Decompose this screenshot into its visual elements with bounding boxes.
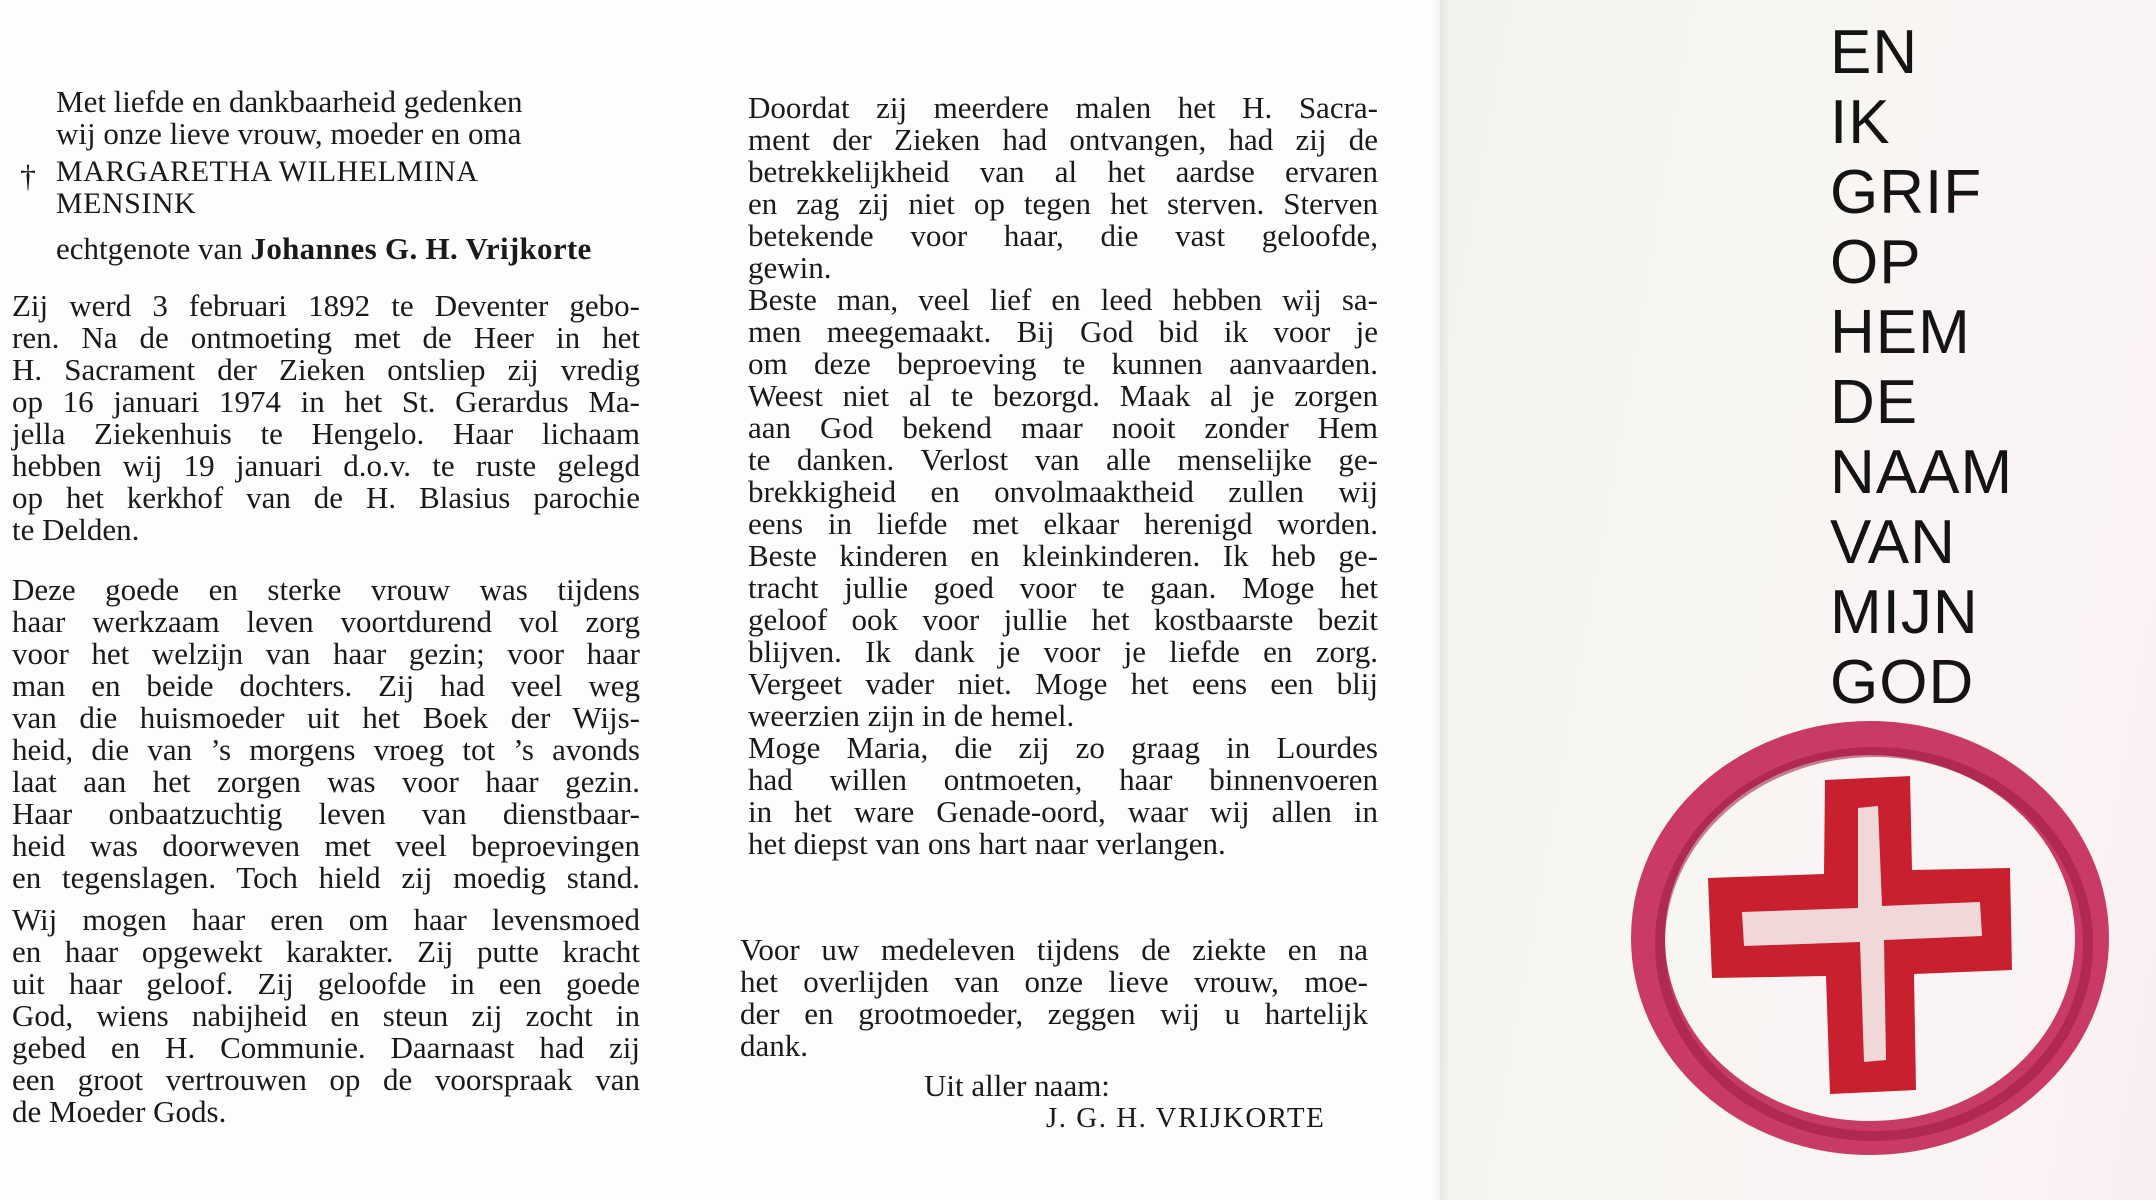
text-line: op 16 januari 1974 in het St. Gerardus Ma- xyxy=(12,384,640,419)
thanks-text xyxy=(740,934,1368,1062)
text-line: brekkigheid en onvolmaaktheid zullen wij xyxy=(748,474,1378,509)
text-line: gewin. xyxy=(748,250,832,285)
text-line: het overlijden van onze lieve vrouw, moe- xyxy=(740,964,1368,999)
deceased-name xyxy=(56,156,478,220)
paragraph-character xyxy=(12,574,640,894)
left-column-text xyxy=(12,290,640,1156)
text-line: Beste kinderen en kleinkinderen. Ik heb ge- xyxy=(748,538,1378,573)
text-line: hebben wij 19 januari d.o.v. te ruste gelegd xyxy=(12,448,640,483)
text-line: men meegemaakt. Bij God bid ik voor je xyxy=(748,314,1378,349)
text-line: en zag zij niet op tegen het sterven. Sterven xyxy=(748,186,1378,221)
paragraph-faith xyxy=(12,904,640,1128)
text-line: Moge Maria, die zij zo graag in Lourdes xyxy=(748,730,1378,765)
signature-label: Uit aller naam: xyxy=(924,1068,1110,1103)
text-line: te danken. Verlost van alle menselijke ge- xyxy=(748,442,1378,477)
text-line: heid, die van ’s morgens vroeg tot ’s avonds xyxy=(12,732,640,767)
text-line: te Delden. xyxy=(12,512,140,547)
title-word: HEM xyxy=(1830,298,1971,367)
text-line: eens in liefde met elkaar herenigd worden. xyxy=(748,506,1378,541)
title-word: DE xyxy=(1830,368,1919,437)
title-word: OP xyxy=(1830,228,1922,297)
text-line: Zij werd 3 februari 1892 te Deventer gebo- xyxy=(12,288,640,323)
text-line: Haar onbaatzuchtig leven van dienstbaar- xyxy=(12,796,640,831)
spouse-line xyxy=(56,231,592,267)
text-line: uit haar geloof. Zij geloofde in een goede xyxy=(12,966,640,1001)
text-line: ment der Zieken had ontvangen, had zij de xyxy=(748,122,1378,157)
text-line: op het kerkhof van de H. Blasius parochie xyxy=(12,480,640,515)
text-line: Wij mogen haar eren om haar levensmoed xyxy=(12,902,640,937)
cross-in-circle-icon xyxy=(1620,710,2120,1160)
text-line: in het ware Genade-oord, waar wij allen in xyxy=(748,794,1378,829)
text-line: van die huismoeder uit het Boek der Wijs- xyxy=(12,700,640,735)
text-line: en haar opgewekt karakter. Zij putte kracht xyxy=(12,934,640,969)
text-line: ren. Na de ontmoeting met de Heer in het xyxy=(12,320,640,355)
text-line: en tegenslagen. Toch hield zij moedig stand. xyxy=(12,860,640,895)
text-line: had willen ontmoeten, haar binnenvoeren xyxy=(748,762,1378,797)
paragraph-birth-death xyxy=(12,290,640,546)
text-line: Doordat zij meerdere malen het H. Sacra- xyxy=(748,90,1378,125)
title-word: EN xyxy=(1830,18,1919,87)
text-line: God, wiens nabijheid en steun zij zocht in xyxy=(12,998,640,1033)
text-line: man en beide dochters. Zij had veel weg xyxy=(12,668,640,703)
title-word: GOD xyxy=(1830,648,1975,717)
text-line: betrekkelijkheid van al het aardse ervaren xyxy=(748,154,1378,189)
signature-name: J. G. H. VRIJKORTE xyxy=(1046,1102,1326,1134)
text-line: de Moeder Gods. xyxy=(12,1094,227,1129)
text-line: het diepst van ons hart naar verlangen. xyxy=(748,826,1226,861)
text-line: heid was doorweven met veel beproevingen xyxy=(12,828,640,863)
text-line: weerzien zijn in de hemel. xyxy=(748,698,1075,733)
text-line: Voor uw medeleven tijdens de ziekte en na xyxy=(740,932,1368,967)
middle-column-text xyxy=(748,92,1378,860)
text-line: aan God bekend maar nooit zonder Hem xyxy=(748,410,1378,445)
name-line-1: MARGARETHA WILHELMINA xyxy=(56,155,479,188)
spouse-name: Johannes G. H. Vrijkorte xyxy=(250,231,592,266)
text-line: Beste man, veel lief en leed hebben wij sa- xyxy=(748,282,1378,317)
text-line: der en grootmoeder, zeggen wij u hartelijk xyxy=(740,996,1368,1031)
text-line: geloof ook voor jullie het kostbaarste bezit xyxy=(748,602,1378,637)
text-line: voor het welzijn van haar gezin; voor haar xyxy=(12,636,640,671)
text-line: Weest niet al te bezorgd. Maak al je zorgen xyxy=(748,378,1378,413)
text-line: Vergeet vader niet. Moge het eens een blij xyxy=(748,666,1378,701)
title-word: MIJN xyxy=(1830,578,1979,647)
title-word: IK xyxy=(1830,88,1891,157)
text-line: betekende voor haar, die vast geloofde, xyxy=(748,218,1378,253)
cover-title xyxy=(1830,18,2013,718)
text-line: een groot vertrouwen op de voorspraak van xyxy=(12,1062,640,1097)
spouse-prefix: echtgenote van xyxy=(56,231,243,266)
text-line: laat aan het zorgen was voor haar gezin. xyxy=(12,764,640,799)
intro-line: wij onze lieve vrouw, moeder en oma xyxy=(56,116,522,151)
text-line: tracht jullie goed voor te gaan. Moge het xyxy=(748,570,1378,605)
text-line: Deze goede en sterke vrouw was tijdens xyxy=(12,572,640,607)
text-line: gebed en H. Communie. Daarnaast had zij xyxy=(12,1030,640,1065)
text-line: blijven. Ik dank je voor je liefde en zorg. xyxy=(748,634,1378,669)
text-line: om deze beproeving te kunnen aanvaarden. xyxy=(748,346,1378,381)
title-word: GRIF xyxy=(1830,158,1983,227)
text-line: dank. xyxy=(740,1028,809,1063)
text-line: jella Ziekenhuis te Hengelo. Haar lichaam xyxy=(12,416,640,451)
intro-text xyxy=(56,86,616,150)
title-word: NAAM xyxy=(1830,438,2014,507)
text-line: haar werkzaam leven voortdurend vol zorg xyxy=(12,604,640,639)
name-line-2: MENSINK xyxy=(56,187,197,220)
title-word: VAN xyxy=(1830,508,1956,577)
intro-line: Met liefde en dankbaarheid gedenken xyxy=(56,84,523,119)
fold-line xyxy=(1432,0,1448,1200)
text-line: H. Sacrament der Zieken ontsliep zij vredig xyxy=(12,352,640,387)
dagger-icon: † xyxy=(20,158,36,194)
